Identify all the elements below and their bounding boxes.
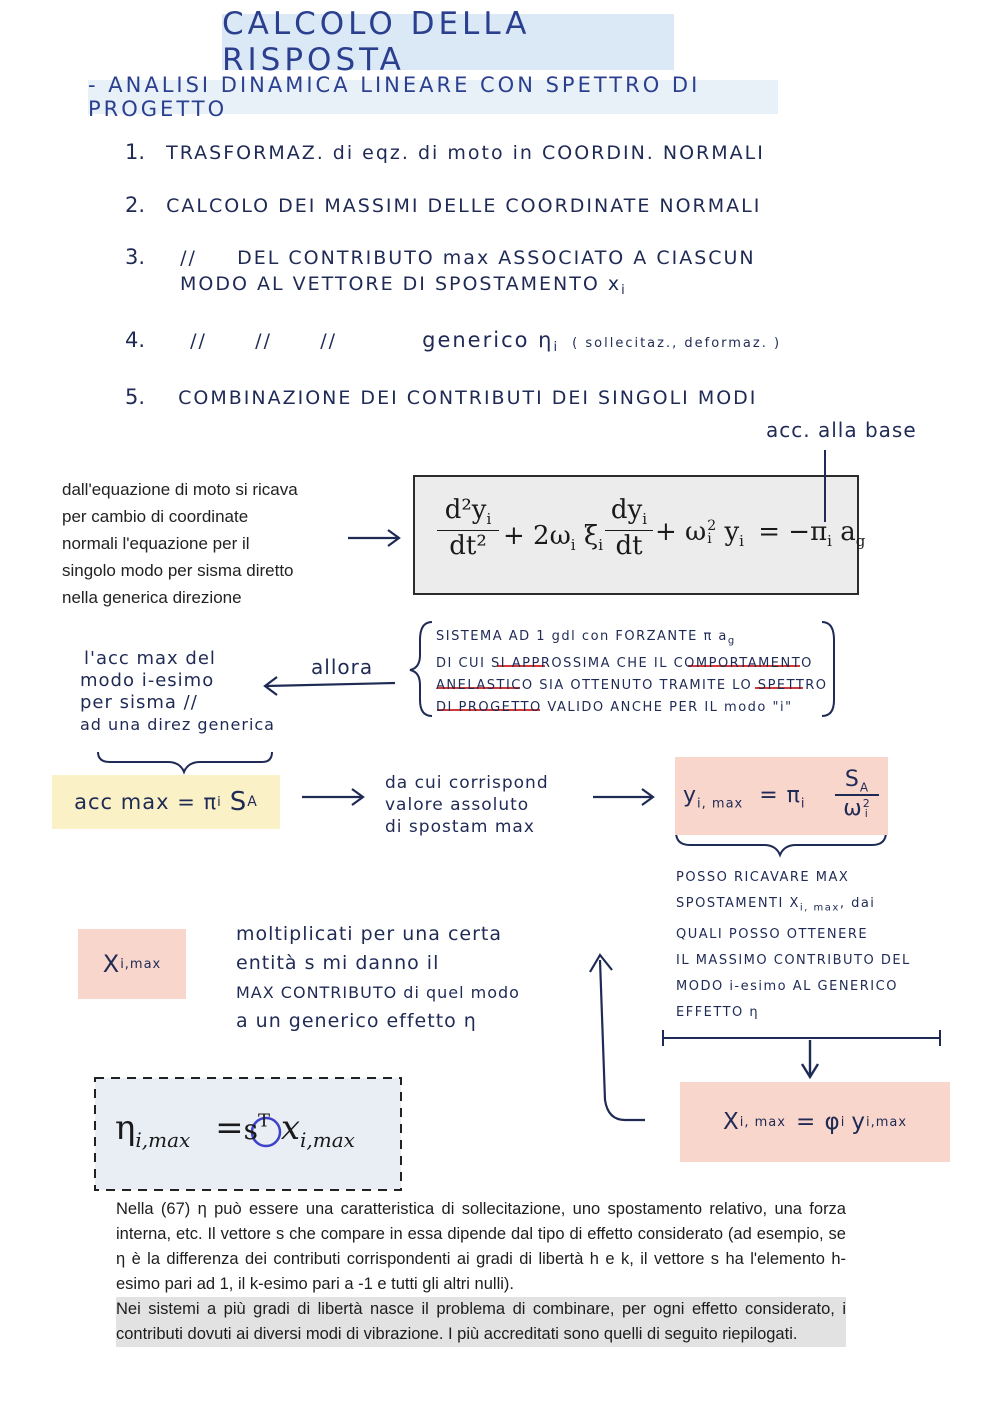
acc-max-text: acc max = π	[74, 790, 218, 814]
xeq-sub: i	[840, 1114, 846, 1130]
note-line: DI PROGETTO VALIDO ANCHE PER IL modo "i"	[436, 699, 793, 715]
xeq-sub: i,max	[865, 1114, 908, 1130]
eq-term: ξ	[583, 521, 599, 551]
step-generic: generico η	[422, 328, 554, 352]
xmax-term: X	[102, 950, 121, 978]
step-text: TRASFORMAZ. di eqz. di moto in COORDIN. NORMALI	[166, 142, 765, 164]
step-number: 1.	[125, 140, 146, 164]
ymax-sub: i	[864, 807, 869, 821]
etaeq-term: =	[215, 1108, 244, 1148]
arrow-right-icon	[348, 530, 399, 546]
note-line: a un generico effetto η	[236, 1010, 477, 1032]
note-line: MODO i-esimo AL GENERICO	[676, 978, 898, 994]
note-line: ANELASTICO SIA OTTENUTO TRAMITE LO SPETTRO	[436, 677, 828, 693]
left-brace	[410, 622, 432, 716]
eq-term: + ω	[655, 517, 707, 547]
y-max-fraction	[835, 767, 879, 821]
note-line: , dai	[839, 896, 876, 911]
note-line: SPOSTAMENTI X	[676, 896, 800, 911]
step-number: 5.	[125, 385, 146, 409]
allora-label: allora	[311, 655, 374, 679]
etaeq-term: x	[280, 1108, 300, 1148]
eq-sub: i	[739, 532, 744, 551]
note-line: nella generica direzione	[62, 588, 242, 607]
eq-term: d²y	[444, 495, 487, 525]
note-line: da cui corrispond	[385, 773, 549, 793]
arrow-left-icon	[265, 677, 395, 695]
arrow-down-icon	[802, 1040, 818, 1077]
ymax-term: ω	[843, 796, 863, 822]
ymax-sub: i	[800, 796, 806, 812]
ymax-sup: 2	[862, 797, 871, 811]
acc-max-box	[52, 775, 280, 829]
xeq-term: = φ	[795, 1109, 841, 1135]
eq-term: y	[724, 517, 740, 547]
note-line: ad una direz generica	[80, 715, 275, 734]
step-text: CALCOLO DEI MASSIMI DELLE COORDINATE NORMALI	[166, 195, 762, 217]
eq-sub: i	[570, 536, 576, 555]
note-line: modo i-esimo	[80, 670, 215, 691]
acc-max-s: S	[229, 787, 248, 817]
page-title: CALCOLO DELLA RISPOSTA	[222, 14, 674, 70]
note-line: l'acc max del	[84, 648, 216, 669]
moltiplicati-note	[236, 920, 520, 1036]
step-number: 3.	[125, 245, 146, 269]
xmax-sub: i,max	[120, 956, 162, 972]
eq-term: dy	[610, 495, 643, 525]
note-line: QUALI POSSO OTTENERE	[676, 926, 869, 942]
ymax-sub: A	[859, 780, 870, 795]
step-text: // // //	[190, 330, 338, 352]
etaeq-sub: i,max	[300, 1127, 355, 1152]
etaeq-term: s	[243, 1113, 258, 1146]
acc-base-label: acc. alla base	[766, 418, 917, 442]
note-line: entità s mi danno il	[236, 952, 440, 974]
note-line: di spostam max	[385, 817, 535, 837]
etaeq-sub: i,max	[135, 1127, 191, 1152]
step-text: COMBINAZIONE DEI CONTRIBUTI DEI SINGOLI MODI	[178, 387, 758, 409]
xeq-sub: i, max	[739, 1114, 786, 1130]
note-sub: g	[727, 635, 736, 647]
note-line: SISTEMA AD 1 gdl con FORZANTE π a	[436, 629, 728, 644]
y-max-lhs	[683, 783, 806, 811]
ymax-term: S	[844, 767, 860, 792]
note-line: normali l'equazione per il	[62, 534, 250, 553]
note-line: DI CUI SI APPROSSIMA CHE IL COMPORTAMENTO	[436, 655, 813, 671]
note-line: moltiplicati per una certa	[236, 923, 503, 945]
y-max-box	[675, 757, 888, 835]
xeq-term: y	[851, 1109, 866, 1135]
step-text: // DEL CONTRIBUTO max ASSOCIATO A CIASCUN	[180, 247, 756, 269]
note-line: per sisma //	[80, 692, 198, 713]
arrow-right-icon	[302, 789, 363, 805]
eq-sub: i	[707, 531, 712, 547]
eq-term: dt²	[449, 531, 487, 562]
step-text-line2: MODO AL VETTORE DI SPOSTAMENTO x	[180, 273, 622, 295]
eq-term: + 2ω	[503, 521, 571, 551]
step-paren: ( sollecitaz., deformaz. )	[572, 336, 782, 351]
paragraph-1: Nella (67) η può essere una caratteristica di sollecitazione, uno spostamento relativo, una forza interna, etc. Il vettore s che compare in essa dipende dal tipo di effetto considerato (ad esempio, se η è la differenza dei contributi corrispondenti ai gradi di libertà h e k, il vettore s ha l'elemento h-esimo pari ad 1, il k-esimo pari a -1 e tutti gli altri nulli).	[116, 1200, 846, 1293]
eq-sub: i	[486, 510, 492, 529]
note-line: dall'equazione di moto si ricava	[62, 480, 298, 499]
note-line: EFFETTO η	[676, 1004, 760, 1020]
acc-note	[80, 648, 280, 736]
eq-sup: 2	[707, 518, 717, 534]
ymax-term: = π	[759, 783, 801, 808]
x-phi-box	[680, 1082, 950, 1162]
step-subscript: i	[621, 283, 627, 299]
xeq-term: X	[722, 1109, 740, 1135]
system-note	[436, 626, 828, 719]
under-brace	[676, 832, 886, 855]
note-line: per cambio di coordinate	[62, 507, 249, 526]
step-number: 2.	[125, 193, 146, 217]
step-subscript: i	[553, 340, 560, 356]
note-line: POSSO RICAVARE MAX	[676, 870, 850, 885]
acc-max-s-sub: A	[247, 794, 258, 810]
etaeq-sup: T	[257, 1110, 270, 1132]
eta-equation	[115, 1108, 355, 1152]
eq-sub: i	[827, 532, 832, 551]
arrow-right-icon	[593, 789, 653, 805]
step-number: 4.	[125, 328, 146, 352]
paragraph-2: Nei sistemi a più gradi di libertà nasce il problema di combinare, per ogni effetto considerato, i contributi dovuti ai diversi modi di vibrazione. I più accreditati sono quelli di seguito riepilogati.	[116, 1297, 846, 1347]
posso-note	[676, 865, 946, 1026]
note-line: MAX CONTRIBUTO di quel modo	[236, 983, 520, 1002]
etaeq-term: η	[115, 1108, 136, 1148]
bottom-text	[116, 1197, 846, 1347]
eq-term: a	[840, 517, 856, 547]
under-brace	[98, 752, 272, 772]
note-line: valore assoluto	[385, 795, 530, 815]
eq-sub: g	[855, 532, 866, 551]
da-cui-note	[385, 772, 549, 838]
curved-arrow-icon	[590, 955, 645, 1120]
note-sub: i, max	[799, 902, 840, 914]
eq-sub: i	[598, 536, 604, 555]
eq-term: = −π	[758, 517, 828, 547]
acc-max-sub: i	[217, 794, 222, 810]
ymax-term: y	[683, 783, 698, 808]
note-line: singolo modo per sisma diretto	[62, 561, 294, 580]
note-line: IL MASSIMO CONTRIBUTO DEL	[676, 952, 911, 968]
eq-sub: i	[642, 510, 648, 529]
page-subtitle: - ANALISI DINAMICA LINEARE CON SPETTRO DI PROGETTO	[88, 80, 778, 114]
x-max-box	[78, 929, 186, 999]
ymax-sub: i, max	[697, 796, 744, 812]
eq-term: dt	[615, 531, 643, 562]
